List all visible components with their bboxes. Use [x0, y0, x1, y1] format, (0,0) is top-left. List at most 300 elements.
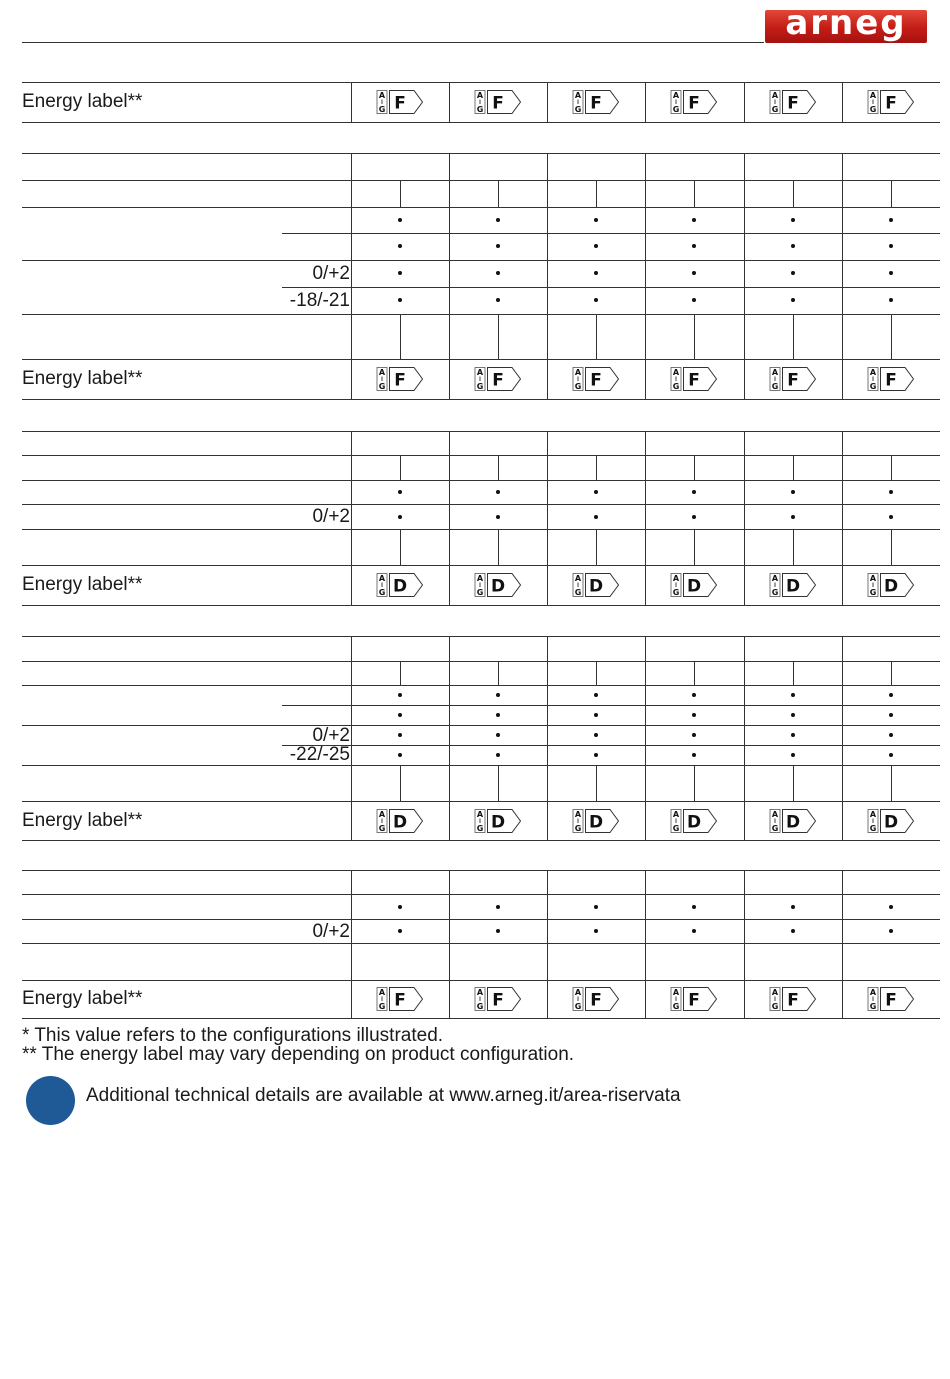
column-divider	[547, 82, 548, 122]
svg-text:A: A	[574, 91, 582, 100]
svg-text:A: A	[869, 809, 877, 819]
bullet-mark	[692, 515, 696, 519]
sub-column-divider	[596, 455, 597, 480]
row-divider	[22, 180, 940, 181]
bullet-mark	[398, 905, 402, 909]
bullet-mark	[692, 929, 696, 933]
svg-text:F: F	[394, 370, 406, 391]
row-divider	[22, 565, 940, 566]
column-divider	[547, 359, 548, 399]
bullet-mark	[791, 244, 795, 248]
row-divider	[22, 919, 940, 920]
bullet-mark	[791, 929, 795, 933]
row-divider	[22, 685, 940, 686]
column-divider	[744, 870, 745, 980]
bullet-mark	[692, 733, 696, 737]
column-divider	[645, 153, 646, 359]
svg-text:G: G	[476, 382, 484, 391]
svg-text:F: F	[787, 370, 799, 391]
row-divider	[22, 870, 940, 871]
column-divider	[449, 980, 450, 1018]
column-divider	[744, 565, 745, 605]
column-divider	[449, 565, 450, 605]
row-divider	[22, 1018, 940, 1019]
energy-label-badge-icon	[572, 89, 620, 115]
column-divider	[351, 870, 352, 980]
bullet-mark	[398, 753, 402, 757]
svg-text:A: A	[378, 91, 386, 100]
bullet-mark	[496, 244, 500, 248]
svg-text:G: G	[378, 823, 386, 833]
sub-column-divider	[793, 455, 794, 480]
svg-text:A: A	[771, 368, 779, 377]
svg-text:G: G	[869, 105, 877, 114]
svg-text:A: A	[869, 368, 877, 377]
svg-text:G: G	[378, 1002, 386, 1011]
column-divider	[547, 565, 548, 605]
energy-label-badge-icon	[769, 366, 817, 392]
column-divider	[351, 359, 352, 399]
row-divider	[22, 504, 940, 505]
svg-text:G: G	[574, 588, 582, 597]
sub-column-divider	[498, 529, 499, 565]
svg-text:A: A	[771, 91, 779, 100]
svg-text:G: G	[869, 1002, 877, 1011]
sub-column-divider	[694, 529, 695, 565]
energy-label-badge-icon	[572, 986, 620, 1012]
energy-label-badge-icon	[376, 366, 424, 392]
bullet-mark	[398, 713, 402, 717]
column-divider	[645, 82, 646, 122]
sub-column-divider	[596, 314, 597, 359]
energy-label-badge-icon	[474, 89, 522, 115]
svg-text:A: A	[672, 988, 680, 997]
info-badge-icon	[26, 1076, 75, 1125]
energy-label-badge-icon	[670, 89, 718, 115]
svg-text:A: A	[476, 809, 484, 819]
energy-label-badge-icon	[376, 89, 424, 115]
svg-text:D: D	[392, 812, 408, 832]
sub-column-divider	[498, 765, 499, 801]
sub-column-divider	[694, 180, 695, 207]
bullet-mark	[398, 515, 402, 519]
column-divider	[645, 980, 646, 1018]
row-divider	[22, 529, 940, 530]
header-rule	[22, 42, 764, 43]
sub-column-divider	[694, 314, 695, 359]
energy-label-badge-icon	[769, 808, 817, 834]
svg-text:A: A	[869, 91, 877, 100]
energy-label-badge-icon	[769, 986, 817, 1012]
bullet-mark	[594, 271, 598, 275]
sub-column-divider	[498, 661, 499, 685]
svg-text:D: D	[588, 812, 604, 832]
column-divider	[744, 980, 745, 1018]
svg-text:D: D	[588, 576, 604, 597]
column-divider	[449, 870, 450, 980]
sub-column-divider	[498, 180, 499, 207]
temperature-underline	[282, 287, 350, 288]
svg-text:D: D	[490, 576, 506, 597]
energy-label-badge-icon	[769, 572, 817, 598]
column-divider	[842, 636, 843, 801]
column-divider	[842, 359, 843, 399]
energy-label-badge-icon	[376, 572, 424, 598]
column-divider	[547, 980, 548, 1018]
svg-text:G: G	[771, 382, 779, 391]
energy-label-badge-icon	[670, 808, 718, 834]
sub-column-divider	[891, 180, 892, 207]
svg-text:A: A	[476, 91, 484, 100]
svg-text:G: G	[771, 105, 779, 114]
column-divider	[842, 870, 843, 980]
svg-text:G: G	[574, 105, 582, 114]
svg-text:F: F	[492, 370, 504, 391]
svg-text:A: A	[574, 809, 582, 819]
row-divider	[22, 314, 940, 315]
bullet-mark	[692, 218, 696, 222]
bullet-mark	[791, 218, 795, 222]
row-divider	[22, 122, 940, 123]
sub-column-divider	[694, 455, 695, 480]
bullet-mark	[398, 244, 402, 248]
column-divider	[449, 359, 450, 399]
bullet-mark	[398, 693, 402, 697]
sub-column-divider	[793, 529, 794, 565]
bullet-mark	[791, 753, 795, 757]
bullet-mark	[889, 490, 893, 494]
column-divider	[744, 636, 745, 801]
bullet-mark	[594, 713, 598, 717]
svg-text:G: G	[771, 823, 779, 833]
column-divider	[449, 153, 450, 359]
sub-column-divider	[400, 180, 401, 207]
svg-text:A: A	[771, 574, 779, 583]
bullet-mark	[398, 218, 402, 222]
sub-column-divider	[400, 661, 401, 685]
bullet-mark	[496, 693, 500, 697]
sub-column-divider	[498, 314, 499, 359]
row-divider	[22, 801, 940, 802]
row-divider	[22, 207, 940, 208]
bullet-mark	[594, 490, 598, 494]
bullet-mark	[594, 733, 598, 737]
sub-column-divider	[793, 180, 794, 207]
svg-text:G: G	[574, 382, 582, 391]
bullet-mark	[791, 298, 795, 302]
column-divider	[547, 870, 548, 980]
bullet-mark	[692, 490, 696, 494]
bullet-mark	[889, 693, 893, 697]
svg-text:F: F	[787, 990, 799, 1011]
column-divider	[547, 153, 548, 359]
column-divider	[645, 359, 646, 399]
temperature-range: -22/-25	[289, 744, 350, 765]
svg-text:A: A	[574, 574, 582, 583]
svg-text:F: F	[885, 370, 897, 391]
svg-text:G: G	[574, 823, 582, 833]
svg-text:F: F	[787, 93, 799, 114]
row-divider	[22, 455, 940, 456]
svg-text:D: D	[785, 576, 801, 597]
sub-column-divider	[400, 529, 401, 565]
svg-text:A: A	[672, 368, 680, 377]
temperature-range: 0/+2	[312, 506, 350, 527]
svg-text:G: G	[476, 1002, 484, 1011]
column-divider	[645, 565, 646, 605]
svg-text:F: F	[688, 990, 700, 1011]
sub-column-divider	[793, 765, 794, 801]
energy-label-badge-icon	[474, 808, 522, 834]
bullet-mark	[889, 244, 893, 248]
svg-text:G: G	[378, 382, 386, 391]
svg-text:G: G	[672, 105, 680, 114]
column-divider	[547, 636, 548, 801]
bullet-mark	[594, 244, 598, 248]
bullet-mark	[692, 271, 696, 275]
energy-label-caption: Energy label**	[22, 574, 143, 595]
sub-column-divider	[891, 529, 892, 565]
row-divider	[22, 480, 940, 481]
bullet-mark	[594, 905, 598, 909]
bullet-mark	[594, 753, 598, 757]
svg-text:A: A	[378, 574, 386, 583]
sub-column-divider	[891, 314, 892, 359]
sub-column-divider	[793, 314, 794, 359]
bullet-mark	[791, 733, 795, 737]
svg-text:A: A	[672, 574, 680, 583]
energy-label-badge-icon	[572, 366, 620, 392]
svg-text:F: F	[492, 93, 504, 114]
svg-text:A: A	[771, 809, 779, 819]
sub-column-divider	[400, 314, 401, 359]
svg-text:G: G	[771, 588, 779, 597]
bullet-mark	[594, 693, 598, 697]
energy-label-badge-icon	[670, 572, 718, 598]
row-divider	[22, 661, 940, 662]
sub-column-divider	[891, 455, 892, 480]
svg-text:A: A	[378, 988, 386, 997]
bullet-mark	[889, 713, 893, 717]
column-divider	[645, 636, 646, 801]
svg-text:A: A	[771, 988, 779, 997]
row-divider	[22, 153, 940, 154]
svg-text:D: D	[883, 812, 899, 832]
energy-label-badge-icon	[867, 808, 915, 834]
sub-column-divider	[400, 765, 401, 801]
row-divider	[22, 399, 940, 400]
bullet-mark	[692, 753, 696, 757]
temperature-range: -18/-21	[289, 290, 350, 311]
svg-text:G: G	[672, 588, 680, 597]
energy-label-badge-icon	[474, 572, 522, 598]
row-divider	[22, 840, 940, 841]
svg-text:A: A	[378, 809, 386, 819]
column-divider	[351, 431, 352, 565]
sub-column-divider	[891, 661, 892, 685]
bullet-mark	[496, 929, 500, 933]
row-divider	[22, 765, 940, 766]
bullet-mark	[791, 905, 795, 909]
svg-text:F: F	[885, 93, 897, 114]
row-divider	[22, 725, 940, 726]
energy-label-caption: Energy label**	[22, 91, 143, 112]
row-divider	[22, 82, 940, 83]
svg-text:A: A	[869, 988, 877, 997]
bullet-mark	[692, 693, 696, 697]
energy-label-caption: Energy label**	[22, 809, 143, 831]
energy-label-badge-icon	[376, 986, 424, 1012]
bullet-mark	[496, 218, 500, 222]
energy-label-caption: Energy label**	[22, 988, 143, 1009]
sub-column-divider	[596, 765, 597, 801]
bullet-mark	[889, 753, 893, 757]
bullet-mark	[889, 218, 893, 222]
column-divider	[547, 431, 548, 565]
bullet-mark	[889, 515, 893, 519]
energy-label-badge-icon	[376, 808, 424, 834]
svg-text:F: F	[492, 990, 504, 1011]
bullet-mark	[496, 515, 500, 519]
bullet-mark	[791, 515, 795, 519]
column-divider	[645, 870, 646, 980]
svg-text:D: D	[785, 812, 801, 832]
svg-text:A: A	[869, 574, 877, 583]
bullet-mark	[692, 244, 696, 248]
svg-text:F: F	[688, 93, 700, 114]
svg-text:F: F	[885, 990, 897, 1011]
bullet-mark	[398, 271, 402, 275]
column-divider	[449, 636, 450, 801]
energy-label-badge-icon	[670, 366, 718, 392]
column-divider	[351, 153, 352, 359]
svg-text:A: A	[476, 574, 484, 583]
svg-text:F: F	[688, 370, 700, 391]
row-divider	[22, 260, 940, 261]
column-divider	[351, 82, 352, 122]
column-divider	[351, 565, 352, 605]
sub-column-divider	[793, 661, 794, 685]
svg-text:D: D	[686, 576, 702, 597]
svg-text:A: A	[574, 988, 582, 997]
column-divider	[449, 82, 450, 122]
svg-text:F: F	[590, 990, 602, 1011]
sub-column-divider	[596, 661, 597, 685]
svg-text:A: A	[672, 91, 680, 100]
column-divider	[842, 801, 843, 840]
bullet-mark	[889, 733, 893, 737]
energy-label-caption: Energy label**	[22, 368, 143, 389]
svg-text:G: G	[672, 823, 680, 833]
energy-label-badge-icon	[867, 986, 915, 1012]
column-divider	[449, 431, 450, 565]
column-divider	[842, 82, 843, 122]
column-divider	[744, 153, 745, 359]
svg-text:A: A	[574, 368, 582, 377]
svg-text:F: F	[394, 990, 406, 1011]
svg-text:F: F	[394, 93, 406, 114]
svg-text:D: D	[686, 812, 702, 832]
svg-text:G: G	[378, 588, 386, 597]
bullet-mark	[692, 298, 696, 302]
column-divider	[842, 565, 843, 605]
row-divider	[22, 605, 940, 606]
svg-text:G: G	[476, 823, 484, 833]
sub-column-divider	[694, 765, 695, 801]
column-divider	[351, 636, 352, 801]
column-divider	[645, 801, 646, 840]
bullet-mark	[398, 298, 402, 302]
bullet-mark	[791, 713, 795, 717]
svg-text:G: G	[378, 105, 386, 114]
sub-column-divider	[694, 661, 695, 685]
bullet-mark	[791, 693, 795, 697]
column-divider	[351, 801, 352, 840]
row-divider	[22, 980, 940, 981]
bullet-mark	[594, 515, 598, 519]
svg-text:G: G	[869, 588, 877, 597]
arneg-logo: arneg	[765, 10, 927, 43]
bullet-mark	[889, 929, 893, 933]
svg-text:G: G	[771, 1002, 779, 1011]
info-text: Additional technical details are available at www.arneg.it/area-riservata	[86, 1085, 681, 1106]
bullet-mark	[496, 753, 500, 757]
column-divider	[449, 801, 450, 840]
column-divider	[645, 431, 646, 565]
sub-column-divider	[891, 765, 892, 801]
svg-text:D: D	[392, 576, 408, 597]
temperature-range: 0/+2	[312, 725, 350, 746]
temperature-range: 0/+2	[312, 921, 350, 942]
column-divider	[351, 980, 352, 1018]
energy-label-badge-icon	[867, 366, 915, 392]
bullet-mark	[398, 929, 402, 933]
svg-text:F: F	[590, 370, 602, 391]
row-divider	[22, 359, 940, 360]
row-divider	[22, 943, 940, 944]
column-divider	[842, 153, 843, 359]
sub-column-divider	[596, 529, 597, 565]
column-divider	[744, 801, 745, 840]
column-divider	[547, 801, 548, 840]
bullet-mark	[692, 905, 696, 909]
bullet-mark	[496, 298, 500, 302]
bullet-mark	[496, 905, 500, 909]
svg-text:G: G	[476, 588, 484, 597]
energy-label-badge-icon	[474, 986, 522, 1012]
svg-text:A: A	[476, 988, 484, 997]
row-divider	[22, 894, 940, 895]
sub-column-divider	[400, 455, 401, 480]
svg-text:D: D	[883, 576, 899, 597]
bullet-mark	[496, 271, 500, 275]
bullet-mark	[398, 733, 402, 737]
svg-text:G: G	[476, 105, 484, 114]
sub-column-divider	[498, 455, 499, 480]
bullet-mark	[692, 713, 696, 717]
bullet-mark	[889, 271, 893, 275]
svg-text:G: G	[672, 1002, 680, 1011]
bullet-mark	[791, 490, 795, 494]
column-divider	[744, 431, 745, 565]
column-divider	[842, 431, 843, 565]
footnote-1: * This value refers to the configurations illustrated.	[22, 1025, 444, 1046]
svg-text:G: G	[869, 823, 877, 833]
svg-text:G: G	[574, 1002, 582, 1011]
svg-text:A: A	[476, 368, 484, 377]
bullet-mark	[496, 713, 500, 717]
bullet-mark	[594, 218, 598, 222]
